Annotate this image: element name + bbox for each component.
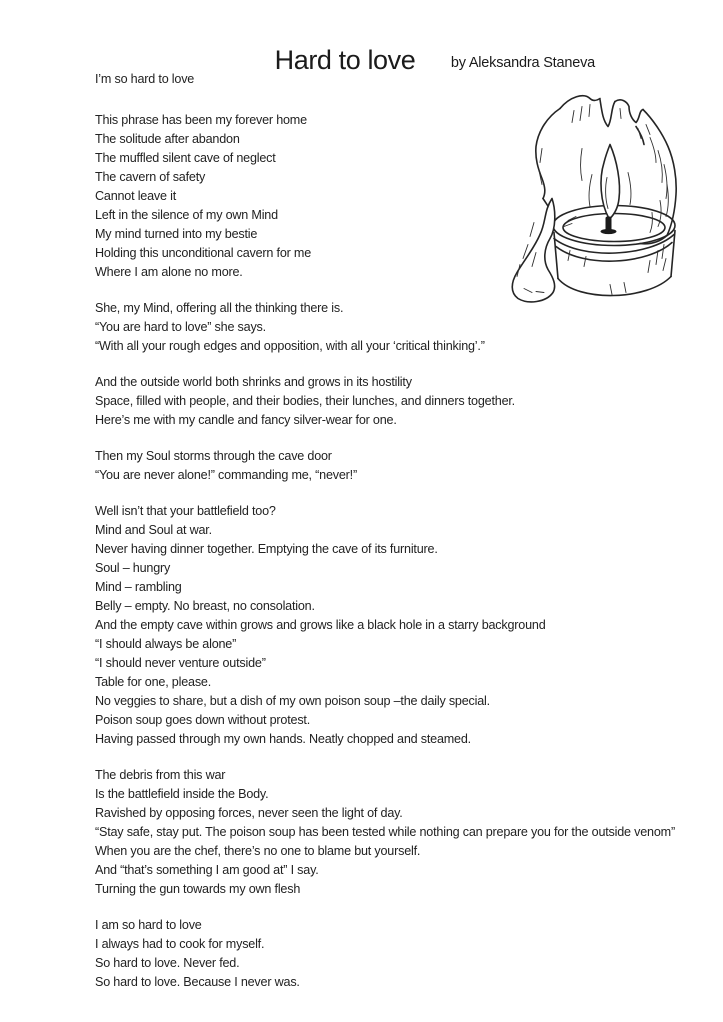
poem-line: Here’s me with my candle and fancy silver-wear for one. (95, 413, 397, 427)
poem-line: Left in the silence of my own Mind (95, 208, 278, 222)
poem-line: Soul – hungry (95, 561, 171, 575)
candle-illustration (490, 92, 723, 315)
poem-stanza (95, 447, 675, 485)
poem-line: The muffled silent cave of neglect (95, 151, 276, 165)
poem-line: Space, filled with people, and their bodies, their lunches, and dinners together. (95, 394, 515, 408)
poem-line: So hard to love. Because I never was. (95, 975, 300, 989)
poem-line: My mind turned into my bestie (95, 227, 258, 241)
poem-line: I always had to cook for myself. (95, 937, 265, 951)
poem-line: When you are the chef, there’s no one to blame but yourself. (95, 844, 421, 858)
poem-line: “Stay safe, stay put. The poison soup has been tested while nothing can prepare you for the outside venom” (95, 825, 675, 839)
poem-opening (95, 70, 675, 89)
poem-line: Where I am alone no more. (95, 265, 243, 279)
poem-line: Poison soup goes down without protest. (95, 713, 311, 727)
poem-line: Ravished by opposing forces, never seen the light of day. (95, 806, 403, 820)
poem-line: Never having dinner together. Emptying the cave of its furniture. (95, 542, 438, 556)
poem-line: This phrase has been my forever home (95, 113, 307, 127)
poem-line: No veggies to share, but a dish of my own poison soup –the daily special. (95, 694, 490, 708)
poem-line: Turning the gun towards my own flesh (95, 882, 301, 896)
poem-line: So hard to love. Never fed. (95, 956, 240, 970)
poem-line: “With all your rough edges and opposition, with all your ‘critical thinking’.” (95, 339, 485, 353)
poem-line: “You are hard to love” she says. (95, 320, 266, 334)
wax-drape-left (512, 199, 555, 302)
poem-line: The debris from this war (95, 768, 226, 782)
poem-line: Mind – rambling (95, 580, 182, 594)
candle-flame-icon (601, 145, 620, 219)
poem-line: I am so hard to love (95, 918, 202, 932)
poem-line: “I should never venture outside” (95, 656, 266, 670)
poem-line: Well isn’t that your battlefield too? (95, 504, 276, 518)
poem-line: I’m so hard to love (95, 72, 195, 86)
poem-stanza (95, 916, 675, 992)
poem-line: And “that’s something I am good at” I say. (95, 863, 319, 877)
poem-line: She, my Mind, offering all the thinking there is. (95, 301, 344, 315)
poem-line: Belly – empty. No breast, no consolation. (95, 599, 315, 613)
poem-stanza (95, 373, 675, 430)
poem-line: Table for one, please. (95, 675, 212, 689)
poem-line: Cannot leave it (95, 189, 177, 203)
poem-line: Mind and Soul at war. (95, 523, 212, 537)
poem-line: “You are never alone!” commanding me, “never!” (95, 468, 357, 482)
jar-rim-inner (563, 214, 665, 242)
poem-line: The cavern of safety (95, 170, 206, 184)
poem-line: Having passed through my own hands. Neatly chopped and steamed. (95, 732, 471, 746)
poem-line: Holding this unconditional cavern for me (95, 246, 312, 260)
poem-line: Is the battlefield inside the Body. (95, 787, 269, 801)
poem-title: Hard to love (274, 45, 416, 76)
poem-stanza (95, 766, 675, 899)
poem-byline: by Aleksandra Staneva (450, 55, 595, 71)
wax-drip (600, 100, 615, 127)
poem-line: And the outside world both shrinks and grows in its hostility (95, 375, 412, 389)
poem-line: Then my Soul storms through the cave door (95, 449, 332, 463)
poem-stanza (95, 502, 675, 749)
poem-line: The solitude after abandon (95, 132, 240, 146)
poem-line: “I should always be alone” (95, 637, 237, 651)
poem-line: And the empty cave within grows and grows like a black hole in a starry background (95, 618, 546, 632)
melting-candle-sketch-svg (490, 92, 723, 315)
